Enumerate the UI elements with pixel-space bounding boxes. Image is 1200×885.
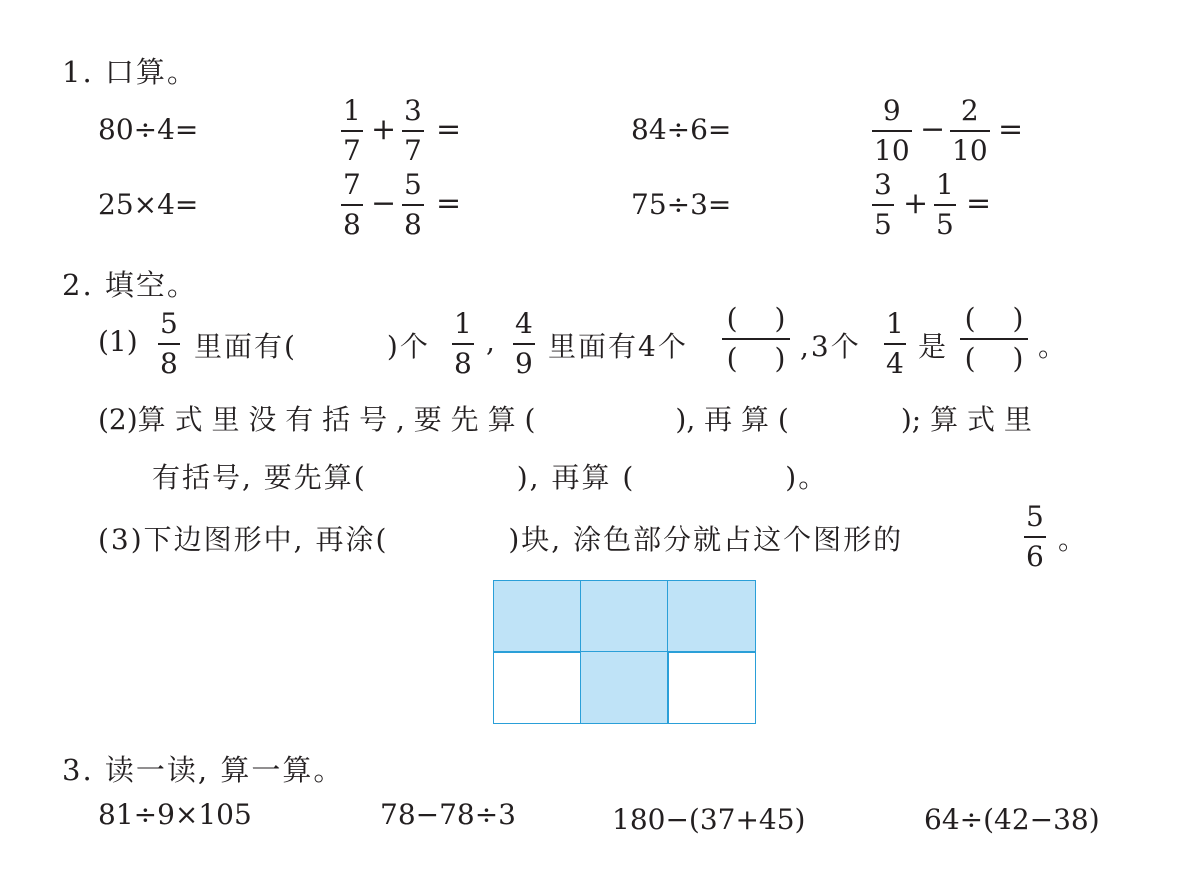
section-1-title: 1. 口算。 xyxy=(62,55,198,89)
fraction-1-8: 1 8 xyxy=(454,307,472,380)
minus-operator: − xyxy=(371,186,397,221)
question-1-text-b: 里面有4个 xyxy=(548,330,688,363)
question-1-label: (1) xyxy=(98,325,138,358)
fraction-7-8: 7 8 xyxy=(343,168,361,241)
expression-4: 64÷(42−38) xyxy=(924,803,1100,836)
blank-fraction-2: ( ) ( ) xyxy=(960,305,1028,373)
blank-fraction-1: ( ) ( ) xyxy=(722,305,790,373)
equals-sign: = xyxy=(436,112,462,147)
fraction-3-7: 3 7 xyxy=(404,94,422,167)
grid-cell-shaded xyxy=(667,580,756,653)
shading-grid xyxy=(493,580,756,724)
fraction-1-7: 1 7 xyxy=(343,94,361,167)
grid-cell-empty xyxy=(667,651,756,724)
question-1-text-c: ,3个 xyxy=(800,330,861,363)
grid-cell-shaded xyxy=(580,580,669,653)
equals-sign: = xyxy=(998,112,1024,147)
question-2-line-2: 有括号, 要先算( ), 再算 ( )。 xyxy=(152,461,829,494)
plus-operator: + xyxy=(903,186,929,221)
plus-operator: + xyxy=(371,112,397,147)
question-1-text-a: 里面有( )个 xyxy=(194,330,430,363)
expression-2: 78−78÷3 xyxy=(380,798,516,831)
question-2-line-1: (2)算 式 里 没 有 括 号 , 要 先 算 ( ), 再 算 ( ); 算 式 里 xyxy=(98,403,1032,436)
section-3-title: 3. 读一读, 算一算。 xyxy=(62,753,345,787)
fraction-4-9: 4 9 xyxy=(515,307,533,380)
question-3-text: (3)下边图形中, 再涂( )块, 涂色部分就占这个图形的 xyxy=(98,523,904,556)
calc-2c: 75÷3= xyxy=(631,188,732,221)
fraction-5-6: 5 6 xyxy=(1026,500,1044,573)
equals-sign: = xyxy=(966,186,992,221)
fraction-1-5: 1 5 xyxy=(936,168,954,241)
calc-1c: 84÷6= xyxy=(631,113,732,146)
grid-cell-empty xyxy=(493,651,582,724)
fraction-2-10: 2 10 xyxy=(952,94,988,167)
calc-1a: 80÷4= xyxy=(98,113,199,146)
calc-2a: 25×4= xyxy=(98,188,199,221)
period: 。 xyxy=(1038,330,1067,363)
grid-cell-shaded xyxy=(580,651,669,724)
fraction-9-10: 9 10 xyxy=(874,94,910,167)
comma: , xyxy=(486,325,495,358)
grid-cell-shaded xyxy=(493,580,582,653)
fraction-3-5: 3 5 xyxy=(874,168,892,241)
fraction-5-8: 5 8 xyxy=(404,168,422,241)
expression-1: 81÷9×105 xyxy=(98,798,252,831)
expression-3: 180−(37+45) xyxy=(612,803,806,836)
equals-sign: = xyxy=(436,186,462,221)
fraction-1-4: 1 4 xyxy=(886,307,904,380)
period: 。 xyxy=(1058,523,1087,556)
section-2-title: 2. 填空。 xyxy=(62,268,198,302)
question-1-text-d: 是 xyxy=(918,330,947,363)
minus-operator: − xyxy=(920,112,946,147)
fraction-5-8: 5 8 xyxy=(160,307,178,380)
